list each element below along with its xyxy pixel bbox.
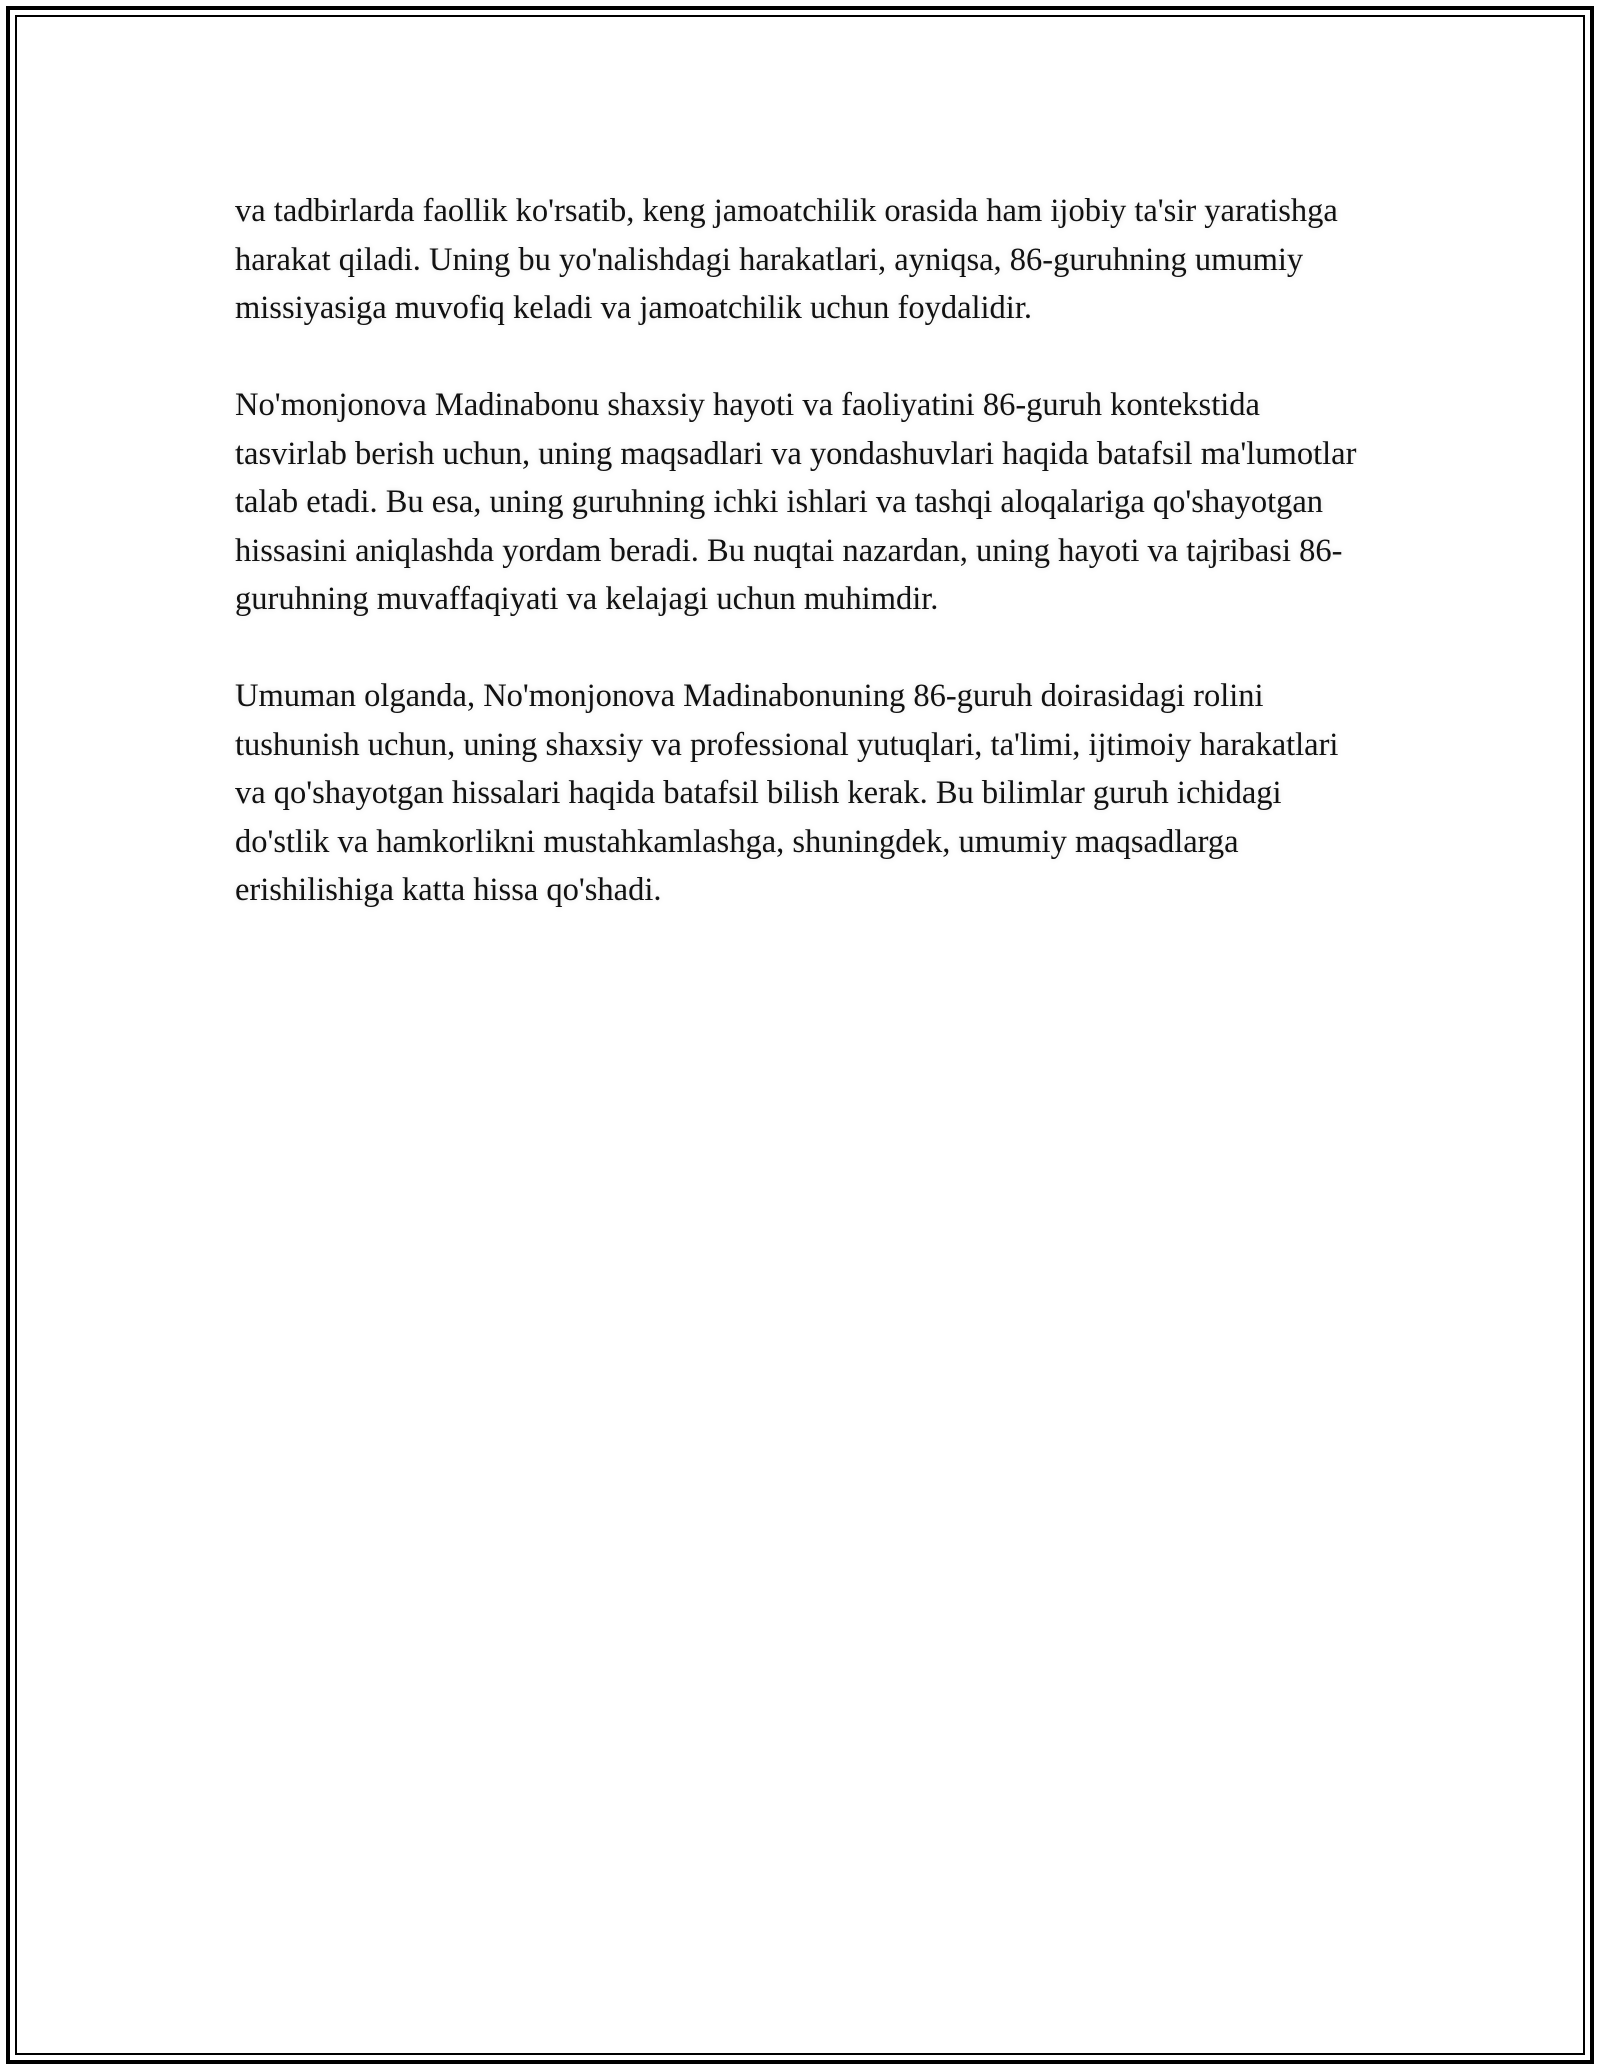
paragraph: va tadbirlarda faollik ko'rsatib, keng jamoatchilik orasida ham ijobiy ta'sir yaratishga harakat qiladi. Uning bu yo'nalishdagi harakatlari, ayniqsa, 86-guruhning umumiy missiyasiga muvofiq keladi va jamoatchilik uchun foydalidir. [235,193,1338,326]
paragraph: Umuman olganda, No'monjonova Madinabonuning 86-guruh doirasidagi rolini tushunish uchun, uning shaxsiy va professional yutuqlari, ta'limi, ijtimoiy harakatlari va qo'shayotgan hissalari haqida batafsil bilish kerak. Bu bilimlar guruh ichidagi do'stlik va hamkorlikni mustahkamlashga, shuningdek, umumiy maqsadlarga erishilishiga katta hissa qo'shadi. [235,678,1339,908]
document-body [235,187,1375,915]
paragraph: No'monjonova Madinabonu shaxsiy hayoti va faoliyatini 86-guruh kontekstida tasvirlab berish uchun, uning maqsadlari va yondashuvlari haqida batafsil ma'lumotlar talab etadi. Bu esa, uning guruhning ichki ishlari va tashqi aloqalariga qo'shayotgan hissasini aniqlashda yordam beradi. Bu nuqtai nazardan, uning hayoti va tajribasi 86-guruhning muvaffaqiyati va kelajagi uchun muhimdir. [235,387,1357,617]
